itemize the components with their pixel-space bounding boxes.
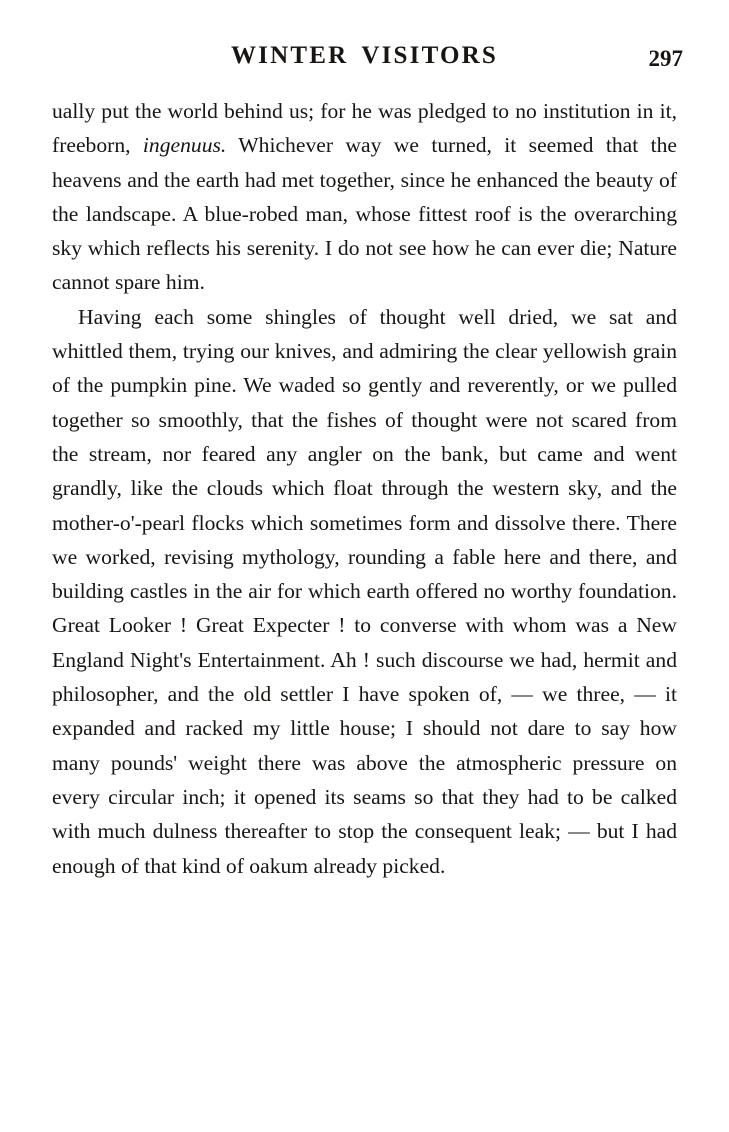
body-text xyxy=(52,94,677,883)
book-page xyxy=(0,42,729,1132)
page-title: WINTER VISITORS xyxy=(230,42,499,69)
page-number: 297 xyxy=(648,46,683,71)
running-head xyxy=(36,42,693,82)
paragraph: ually put the world behind us; for he was pledged to no institution in it, freeborn, ingenuus. Whichever way we turned, it seemed that the heavens and the earth had met together, since he enhanced the beauty of the landscape. A blue-robed man, whose fittest roof is the overarching sky which reflects his serenity. I do not see how he can ever die; Nature cannot spare him. xyxy=(52,99,677,295)
paragraph: Having each some shingles of thought well dried, we sat and whittled them, trying our knives, and admiring the clear yellowish grain of the pumpkin pine. We waded so gently and reverently, or we pulled together so smoothly, that the fishes of thought were not scared from the stream, nor feared any angler on the bank, but came and went grandly, like the clouds which float through the western sky, and the mother-o'-pearl flocks which sometimes form and dissolve there. There we worked, revising mythology, rounding a fable here and there, and building castles in the air for which earth offered no worthy foundation. Great Looker ! Great Expecter ! to converse with whom was a New England Night's Entertainment. Ah ! such discourse we had, hermit and philosopher, and the old settler I have spoken of, — we three, — it expanded and racked my little house; I should not dare to say how many pounds' weight there was above the atmospheric pressure on every circular inch; it opened its seams so that they had to be calked with much dulness thereafter to stop the consequent leak; — but I had enough of that kind of oakum already picked. xyxy=(52,304,677,878)
italic-phrase: ingenuus. xyxy=(142,133,227,158)
